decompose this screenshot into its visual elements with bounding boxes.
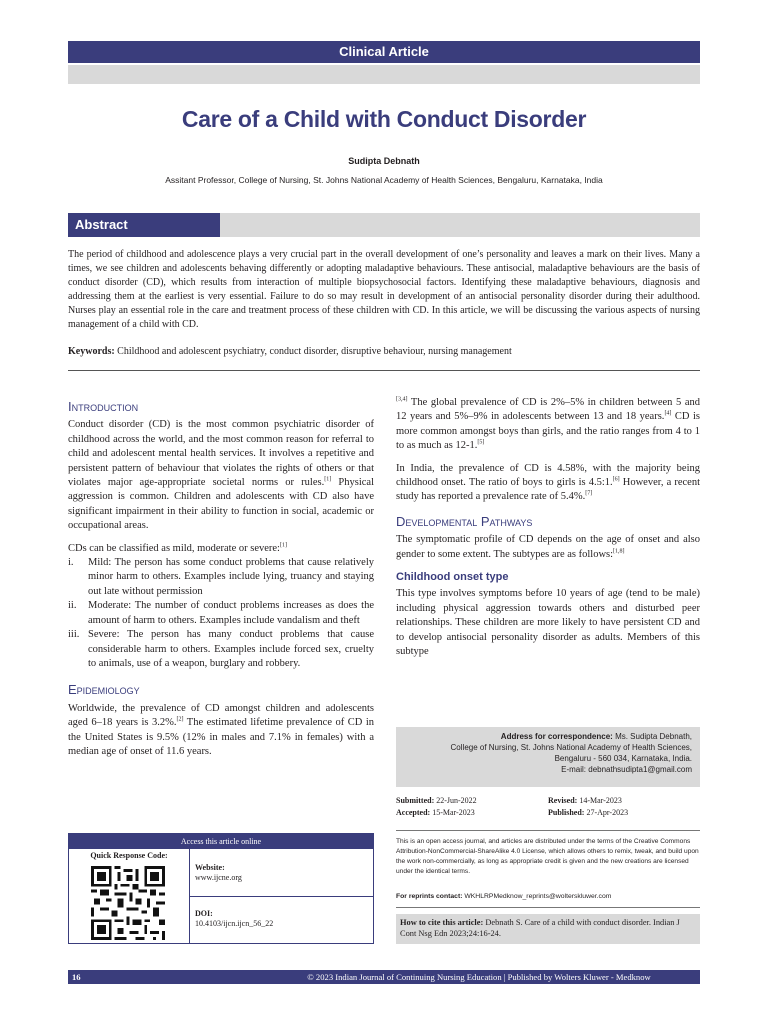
reprints-contact: For reprints contact: WKHLRPMedknow_reprints@wolterskluwer.com	[396, 893, 612, 900]
right-column	[396, 396, 700, 660]
correspondence-name: Ms. Sudipta Debnath,	[615, 732, 692, 741]
correspondence-email[interactable]: E-mail: debnathsudipta1@gmail.com	[561, 765, 692, 774]
correspondence-line-1: College of Nursing, St. Johns National Academy of Health Sciences,	[450, 743, 692, 752]
abstract-divider	[68, 370, 700, 371]
section-heading-introduction: Introduction	[68, 399, 139, 414]
author-name: Sudipta Debnath	[348, 156, 420, 166]
cite-label: How to cite this article:	[400, 918, 484, 927]
left-column	[68, 400, 374, 767]
footer-copyright: © 2023 Indian Journal of Continuing Nursing Education | Published by Wolters Kluwer - Medknow	[307, 972, 651, 982]
article-title: Care of a Child with Conduct Disorder	[181, 106, 587, 132]
revised-date: 14-Mar-2023	[579, 796, 622, 805]
divider	[396, 830, 700, 831]
divider	[396, 907, 700, 908]
section-heading-developmental-pathways: Developmental Pathways	[396, 513, 533, 529]
cite-text: Debnath S. Care of a child with conduct disorder. Indian J Cont Nsg Edn 2023;24:16-24.	[400, 918, 680, 938]
abstract-text: The period of childhood and adolescence plays a very crucial part in the overall development of one’s personality and leaves a mark on their lives. Many a times, we see children and adolescents behaving differently or adopting maladaptive behaviours. These antisocial, maladaptive behaviours are the basis of conduct disorder (CD), which results from interaction of multiple biopsychosocial factors. Identifying these maladaptive behaviours, diagnosis and addressing them at the earliest is very essential. Failure to do so may result in development of an antisocial personality disorder during their adulthood. Nurses play an essential role in the care and treatment process of these children with CD. In this article, we will be discussing the various aspects of nursing management of a child with CD.	[68, 249, 700, 331]
submitted-date: 22-Jun-2022	[436, 796, 477, 805]
citation: [6]	[612, 476, 620, 483]
epidemiology-paragraph-1-start: Worldwide, the prevalence of CD amongst children and adolescents aged 6–18 years is 3.2%.[2] The estimated lifetime prevalence of CD in the United States is 9.5% (12% in males and 7.1% in females) with a median age of onset of 11.6 years.	[68, 702, 374, 757]
keywords-label: Keywords:	[68, 346, 115, 357]
correspondence-box	[396, 727, 700, 787]
citation: [5]	[477, 439, 485, 446]
citation: [1,8]	[613, 548, 625, 555]
abstract-heading: Abstract	[68, 213, 220, 237]
article-type-banner	[68, 41, 700, 63]
doi-link[interactable]: 10.4103/ijcn.ijcn_56_22	[195, 919, 274, 928]
subsection-heading-childhood-onset: Childhood onset type	[396, 571, 509, 584]
page-number: 16	[72, 972, 81, 982]
citation: [1]	[279, 542, 287, 549]
how-to-cite-box	[396, 914, 700, 944]
published-date: 27-Apr-2023	[586, 808, 629, 817]
introduction-paragraph-1: Conduct disorder (CD) is the most common psychiatric disorder of childhood across the world, and the most common reason for referral to child and adolescent mental health services. It involves a repetitive and persistent pattern of behaviour that violates the rights of others or that violates major age-appropriate societal norms or rules.[1] Physical aggression is common. Children and adolescents with CD also have significant impairment in their ability to function in social, academic or occupational areas.	[68, 419, 374, 532]
access-article-online-box	[68, 833, 374, 944]
developmental-paragraph-1: The symptomatic profile of CD depends on the age of onset and also gender to some extent. The subtypes are as follows:[1,8]	[396, 534, 700, 560]
header-grey-band	[68, 65, 700, 84]
citation: [2]	[176, 716, 184, 723]
article-dates: Submitted: 22-Jun-2022 Revised: 14-Mar-2023 Accepted: 15-Mar-2023 Published: 27-Apr-2023	[396, 796, 629, 817]
qr-code-icon[interactable]	[91, 866, 165, 940]
website-panel	[190, 849, 373, 897]
website-label: Website:	[195, 863, 225, 872]
severity-list	[68, 556, 374, 671]
access-box-heading: Access this article online	[69, 834, 373, 849]
author-affiliation: Assitant Professor, College of Nursing, St. Johns National Academy of Health Sciences, Bengaluru, Karnataka, India	[165, 175, 603, 185]
citation: [4]	[664, 410, 672, 417]
correspondence-line-2: Bengaluru - 560 034, Karnataka, India.	[554, 754, 692, 763]
keywords-list: Childhood and adolescent psychiatry, conduct disorder, disruptive behaviour, nursing management	[117, 346, 512, 357]
citation: [7]	[585, 490, 593, 497]
reprints-email[interactable]: WKHLRPMedknow_reprints@wolterskluwer.com	[464, 893, 612, 900]
article-type-label: Clinical Article	[339, 44, 429, 59]
citation: [1]	[324, 476, 332, 483]
abstract-heading-band	[220, 213, 700, 237]
epidemiology-paragraph-1-continued: [3,4] The global prevalence of CD is 2%–5% in children between 5 and 12 years and 5%–9% in adolescents between 13 and 18 years.[4] CD is more common amongst boys than girls, and the ratio ranges from 4 to 1 to as much as 12-1.[5]	[396, 396, 701, 452]
section-heading-epidemiology: Epidemiology	[68, 682, 140, 698]
qr-panel	[69, 849, 190, 944]
keywords	[68, 346, 700, 357]
list-item: ii. Moderate: The number of conduct problems increases as does the amount of harm to others. Examples include vandalism and theft	[68, 600, 374, 626]
correspondence-label: Address for correspondence:	[500, 732, 613, 741]
page-footer	[68, 970, 700, 984]
website-link[interactable]: www.ijcne.org	[195, 873, 242, 882]
doi-panel	[190, 897, 373, 944]
list-item: iii. Severe: The person has many conduct problems that cause considerable harm to others. Examples include forced sex, cruelty to animals, use of a weapon, burglary and robbery.	[68, 629, 374, 669]
developmental-paragraph-2: This type involves symptoms before 10 years of age (tend to be male) including physical aggression towards others and disturbed peer relationships. These children are more likely to have persistent CD and to develop antisocial personality disorder as adults. Members of this subtype	[396, 588, 700, 658]
introduction-paragraph-2: CDs can be classified as mild, moderate or severe:[1]	[68, 542, 287, 554]
citation: [3,4]	[396, 396, 408, 403]
epidemiology-paragraph-2: In India, the prevalence of CD is 4.58%, with the majority being childhood onset. The ratio of boys to girls is 4.5:1.[6] However, a recent study has reported a prevalence rate of 5.4%.[7]	[396, 462, 700, 503]
qr-label: Quick Response Code:	[90, 851, 168, 860]
license-text: This is an open access journal, and articles are distributed under the terms of the Creative Commons Attribution-NonCommercial-ShareAlike 4.0 License, which allows others to remix, tweak, and build upon the work non-commercially, as long as appropriate credit is given and the new creations are licensed under the identical terms.	[396, 838, 699, 875]
accepted-date: 15-Mar-2023	[432, 808, 475, 817]
list-item: i. Mild: The person has some conduct problems that cause relatively minor harm to others. Examples include lying, truancy and staying out late without permission	[68, 557, 374, 597]
doi-label: DOI:	[195, 909, 213, 918]
